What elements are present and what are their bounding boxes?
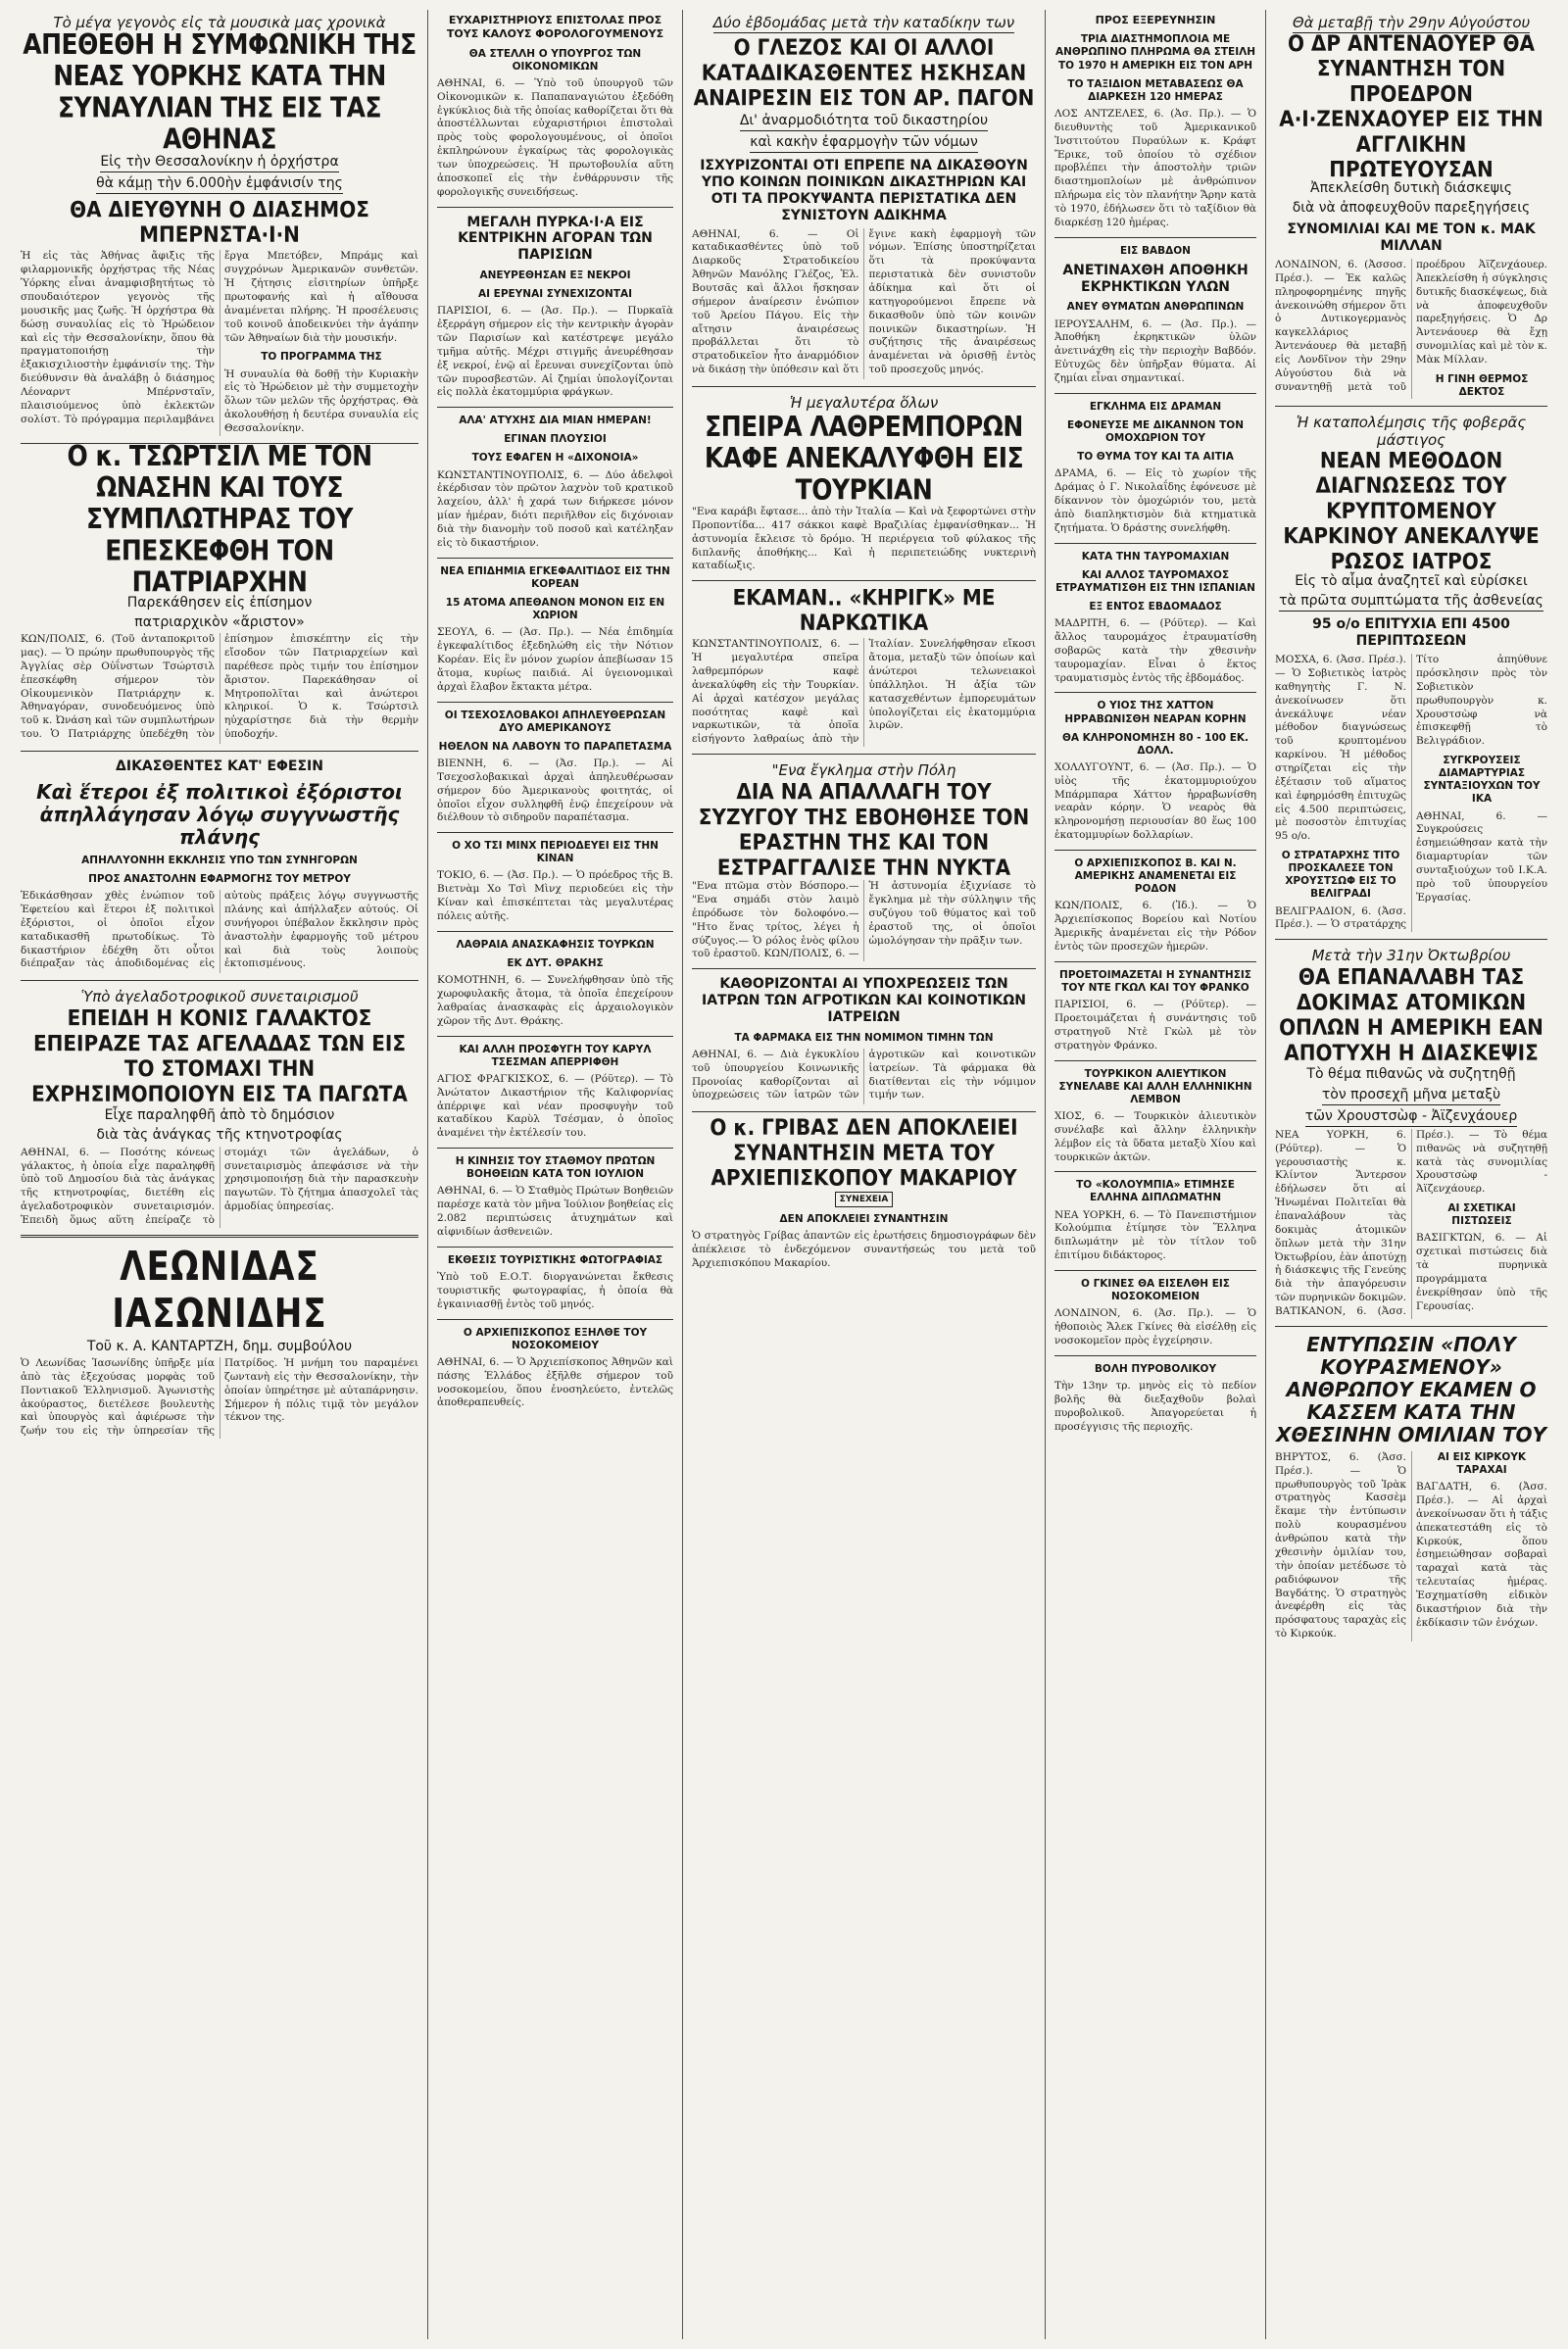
- subheadline-text: τῶν Χρουστσὼφ - Ἀϊζενχάουερ: [1305, 1107, 1517, 1127]
- subheadline: ΠΡΟΣ ΑΝΑΣΤΟΛΗΝ ΕΦΑΡΜΟΓΗΣ ΤΟΥ ΜΕΤΡΟΥ: [88, 872, 351, 885]
- article-body: [692, 228, 1036, 379]
- divider: [692, 386, 1036, 387]
- subheadline: [21, 174, 418, 194]
- subheadline: [21, 153, 418, 172]
- article-text: ΣΕΟΥΛ, 6. — (Ἀσ. Πρ.). — Νέα ἐπιδημία ἐγκεφαλίτιδος ἐξεδηλώθη εἰς τὴν Νότιον Κορέαν. Εἰς ἓν μόνον χωρίον ἀπεβίωσαν 15 ἄτομα, κυρίως παιδιά. Αἱ ὑγειονομικαὶ ἀρχαὶ ἔλαβον ἔκτακτα μέτρα.: [437, 626, 673, 693]
- article-body: [692, 638, 1036, 747]
- article-text: ΠΑΡΙΣΙΟΙ, 6. — (Ρόϋτερ). — Προετοιμάζεται ἡ συνάντησις τοῦ στρατηγοῦ Ντὲ Γκὼλ μὲ τὸν στρατηγὸν Φράνκο.: [1054, 999, 1256, 1052]
- headline: ΛΕΩΝΙΔΑΣ ΙΑΣΩΝΙΔΗΣ: [112, 1243, 327, 1338]
- article-text: ΚΩΝΣΤΑΝΤΙΝΟΥΠΟΛΙΣ, 6. — Δύο ἀδελφοὶ ἐκέρδισαν τὸν πρῶτον λαχνὸν τοῦ κρατικοῦ λαχείου, ἀλλ' ἡ χαρά των διήρκεσε μόνον μίαν ἡμέραν, διότι περιῆλθον εἰς διχόνοιαν διὰ τὴν διανομὴν τοῦ ποσοῦ καὶ κατέληξαν εἰς τὸ δικαστήριον.: [437, 468, 673, 549]
- headline: Καὶ ἕτεροι ἐξ πολιτικοὶ ἐξόριστοι ἀπηλλάγησαν λόγῳ συγγνωστῆς πλάνης: [36, 779, 403, 849]
- logo-row: [692, 1192, 1036, 1207]
- headline: ΚΑΙ ΑΛΛΗ ΠΡΟΣΦΥΓΗ ΤΟΥ ΚΑΡΥΛ ΤΣΕΣΜΑΝ ΑΠΕΡΡΙΦΘΗ: [459, 1043, 652, 1068]
- headline: Ο ΓΛΕΖΟΣ ΚΑΙ ΟΙ ΑΛΛΟΙ ΚΑΤΑΔΙΚΑΣΘΕΝΤΕΣ ΗΣΚΗΣΑΝ ΑΝΑΙΡΕΣΙΝ ΕΙΣ ΤΟΝ ΑΡ. ΠΑΓΟΝ: [693, 33, 1035, 112]
- article-text: ΑΘΗΝΑΙ, 6. — Ὑπὸ τοῦ ὑπουργοῦ τῶν Οἰκονομικῶν κ. Παπαπαναγιώτου ἐξεδόθη ἐγκύκλιος διὰ τῆς ὁποίας καθορίζεται ὅτι θὰ ἀποστέλλωνται εὐχαριστήριοι ἐπιστολαὶ πρὸς τοὺς φορολογουμένους, οἱ ὁποῖοι ἐκπληρώνουν ἐγκαίρως τὰς φορολογικὰς των ὑποχρεώσεις. Ἡ πρωτοβουλία αὕτη ἀποσκοπεῖ εἰς τὴν ἐνθάρρυνσιν τῆς φορολογικῆς συνειδήσεως.: [437, 76, 673, 198]
- column-2: [428, 10, 683, 2339]
- kicker: Ὑπὸ ἀγελαδοτροφικοῦ συνεταιρισμοῦ: [80, 988, 359, 1006]
- kicker-text: Δύο ἑβδομάδας μετὰ τὴν καταδίκην των: [712, 14, 1015, 31]
- article-text: ΝΕΑ ΥΟΡΚΗ, 6. (Ρόϋτερ). — Ὁ γερουσιαστὴς κ. Κλίντον Ἄντερσον ἐδήλωσεν ὅτι αἱ Ἡνωμέναι Πολιτεῖαι θὰ ἐπαναλάβουν τὰς δοκιμὰς ἀτομικῶν ὅπλων μετὰ τὴν 31ην Ὀκτωβρίου, ἐὰν ἀποτύχῃ ἡ διάσκεψις τῆς Γενεύης διὰ τὴν ἀπαγόρευσιν τῶν πυρηνικῶν δοκιμῶν. ΒΑΤΙΚΑΝΟΝ, 6. (Ἀσσ. Πρέσ.). — Τὸ θέμα πιθανῶς νὰ συζητηθῇ κατὰ τὰς συνομιλίας Χρουστσὼφ - Ἀϊζενχάουερ.: [1275, 1128, 1547, 1318]
- subheadline: ΔΕΝ ΑΠΟΚΛΕΙΕΙ ΣΥΝΑΝΤΗΣΙΝ: [779, 1213, 949, 1226]
- article-text: ΚΟΜΟΤΗΝΗ, 6. — Συνελήφθησαν ὑπὸ τῆς χωροφυλακῆς ἄτομα, τὰ ὁποῖα ἐπεχείρουν λαθραίας ἀνασκαφὰς εἰς ἀρχαιολογικὸν χῶρον τῆς Δυτ. Θράκης.: [437, 974, 673, 1027]
- article-text: ΚΩΝ/ΠΟΛΙΣ, 6. (Ἰδ.). — Ὁ Ἀρχιεπίσκοπος Βορείου καὶ Νοτίου Ἀμερικῆς ἀναμένεται εἰς τὴν Ρόδον ἐντὸς τῶν προσεχῶν ἡμερῶν.: [1054, 900, 1256, 953]
- article-text: Ἐδικάσθησαν χθὲς ἐνώπιον τοῦ Ἐφετείου καὶ ἕτεροι ἐξ πολιτικοὶ ἐξόριστοι, οἱ ὁποῖοι εἶχον καταδικασθῆ πρωτοδίκως. Τὸ δικαστήριον ἐδέχθη ὅτι οὗτοι διέπραξαν τὰς ἀποδιδομένας εἰς αὐτοὺς πράξεις λόγῳ συγγνωστῆς πλάνης καὶ ἀπήλλαξεν αὐτούς. Οἱ συνήγοροι ὑπέβαλον ἔκκλησιν πρὸς ἀναστολὴν ἐφαρμογῆς τοῦ μέτρου καὶ διὰ τοὺς λοιποὺς ἐκτοπισμένους.: [21, 890, 418, 970]
- headline: ΤΡΙΑ ΔΙΑΣΤΗΜΟΠΛΟΙΑ ΜΕ ΑΝΘΡΩΠΙΝΟ ΠΛΗΡΩΜΑ ΘΑ ΣΤΕΙΛΗ ΤΟ 1970 Η ΑΜΕΡΙΚΗ ΕΙΣ ΤΟΝ ΑΡΗ: [1054, 33, 1256, 72]
- subheadline: Τὸ θέμα πιθανῶς νὰ συζητηθῇ: [1306, 1066, 1516, 1083]
- divider: [1054, 692, 1256, 693]
- subheadline: ΑΙ ΕΡΕΥΝΑΙ ΣΥΝΕΧΙΖΟΝΤΑΙ: [477, 288, 633, 301]
- article-body: [1275, 1129, 1547, 1319]
- subheadline: Παρεκάθησεν εἰς ἐπίσημον: [126, 594, 313, 611]
- divider: [692, 754, 1036, 755]
- article-text: ΑΘΗΝΑΙ, 6. — Διὰ ἐγκυκλίου τοῦ ὑπουργείου Κοινωνικῆς Προνοίας καθορίζονται αἱ ὑποχρεώσεις τῶν ἰατρῶν τῶν ἀγροτικῶν καὶ κοινοτικῶν ἰατρείων. Τὰ φάρμακα θὰ διατίθενται εἰς τὴν νόμιμον τιμήν των.: [692, 1048, 1036, 1101]
- headline: ΛΑΘΡΑΙΑ ΑΝΑΣΚΑΦΗΣΙΣ ΤΟΥΡΚΩΝ: [456, 938, 655, 951]
- article-text: ΑΘΗΝΑΙ, 6. — Οἱ καταδικασθέντες ὑπὸ τοῦ Διαρκοῦς Στρατοδικείου Ἀθηνῶν Μανόλης Γλέζος, Ἐλ. Βουτσᾶς καὶ ἄλλοι ἤσκησαν σήμερον ἀναίρεσιν ἐνώπιον τοῦ Ἀρείου Πάγου. Εἰς τὴν αἴτησιν ἀναιρέσεως προβάλλεται ὅτι τὸ στρατοδικεῖον ἦτο ἀναρμόδιον νὰ δικάσῃ τὴν ὑπόθεσιν καὶ ὅτι ἔγινε κακὴ ἐφαρμογὴ τῶν νόμων. Ἐπίσης ὑποστηρίζεται ὅτι τὰ προκύψαντα περιστατικὰ δὲν συνιστοῦν ἀδίκημα καὶ ὅτι οἱ κατηγορούμενοι ἔπρεπε νὰ δικασθοῦν ὑπὸ τῶν κοινῶν ποινικῶν δικαστηρίων. Ἡ συζήτησις τῆς ἀναιρέσεως ἀναμένεται νὰ ὁρισθῇ ἐντὸς τοῦ προσεχοῦς μηνός.: [692, 227, 1036, 376]
- divider: [437, 1319, 673, 1320]
- article-text: ΒΙΕΝΝΗ, 6. — (Ἀσ. Πρ.). — Αἱ Τσεχοσλοβακικαὶ ἀρχαὶ ἀπηλευθέρωσαν σήμερον δύο Ἀμερικανοὺς φοιτητάς, οἱ ὁποῖοι εἶχον συλληφθῆ ἐνῷ ἐπεχείρουν νὰ διέλθουν τὸ σιδηροῦν παραπέτασμα.: [437, 757, 673, 824]
- article-text: ΧΙΟΣ, 6. — Τουρκικὸν ἀλιευτικὸν συνέλαβε καὶ ἄλλην ἑλληνικὴν λέμβον εἰς τὰ ὕδατα μεταξὺ Χίου καὶ τουρκικῶν ἀκτῶν.: [1054, 1109, 1256, 1163]
- article-text: Ἡ εἰς τὰς Ἀθήνας ἄφιξις τῆς φιλαρμονικῆς ὀρχήστρας τῆς Νέας Ὑόρκης εἶναι ἀναμφισβητήτως τὸ σπουδαιότερον γεγονὸς τῆς μουσικῆς μας ζωῆς. Ἡ ὀρχήστρα θὰ δώσῃ συναυλίας εἰς τὸ Ἡρώδειον καὶ εἰς τὴν Θεσσαλονίκην, ὅπου θὰ πραγματοποιήσῃ τὴν ἑξακισχιλιοστὴν ἐμφάνισίν της. Τὴν διεύθυνσιν θὰ ἀναλάβῃ ὁ διάσημος Λέοναρντ Μπέρνσταϊν, πλαισιούμενος ὑπὸ ἐκλεκτῶν σολίστ. Τὸ πρόγραμμα περιλαμβάνει ἔργα Μπετόβεν, Μπράμς καὶ συγχρόνων Ἀμερικανῶν συνθετῶν. Ἡ ζήτησις εἰσιτηρίων ὑπῆρξε πρωτοφανής καὶ ἡ αἴθουσα ἀναμένεται πλήρης. Ἡ προσέλευσις τοῦ κοινοῦ ἀποδεικνύει τὴν ἀγάπην τῶν Ἀθηναίων διὰ τὴν μουσικήν.: [21, 250, 418, 425]
- divider: [692, 968, 1036, 969]
- headline: ΚΑΘΟΡΙΖΟΝΤΑΙ ΑΙ ΥΠΟΧΡΕΩΣΕΙΣ ΤΩΝ ΙΑΤΡΩΝ ΤΩΝ ΑΓΡΟΤΙΚΩΝ ΚΑΙ ΚΟΙΝΟΤΙΚΩΝ ΙΑΤΡΕΙΩΝ: [702, 976, 1026, 1025]
- subheadline: ΑΝΕΥ ΘΥΜΑΤΩΝ ΑΝΘΡΩΠΙΝΩΝ: [1066, 301, 1245, 314]
- headline: Ο ΧΟ ΤΣΙ ΜΙΝΧ ΠΕΡΙΟΔΕΥΕΙ ΕΙΣ ΤΗΝ ΚΙΝΑΝ: [452, 840, 659, 865]
- column-1: [12, 10, 428, 2339]
- divider: [1054, 543, 1256, 544]
- divider: [1054, 961, 1256, 962]
- headline: ΕΠΕΙΔΗ Η ΚΟΝΙΣ ΓΑΛΑΚΤΟΣ ΕΠΕΙΡΑΖΕ ΤΑΣ ΑΓΕΛΑΔΑΣ ΤΩΝ ΕΙΣ ΤΟ ΣΤΟΜΑΧΙ ΤΗΝ ΕΧΡΗΣΙΜΟΠΟΙΟΥΝ ΕΙΣ ΤΑ ΠΑΓΩΤΑ: [31, 1004, 408, 1107]
- subheadline: ΑΝΕΥΡΕΘΗΣΑΝ ΕΞ ΝΕΚΡΟΙ: [479, 269, 631, 281]
- article-body: [1275, 1451, 1547, 1641]
- divider: [1054, 1270, 1256, 1271]
- headline: Ο ΓΚΙΝΕΣ ΘΑ ΕΙΣΕΛΘΗ ΕΙΣ ΝΟΣΟΚΟΜΕΙΟΝ: [1081, 1278, 1230, 1303]
- headline: Ο ΑΡΧΙΕΠΙΣΚΟΠΟΣ ΕΞΗΛΘΕ ΤΟΥ ΝΟΣΟΚΟΜΕΙΟΥ: [463, 1326, 648, 1351]
- article-body: [21, 250, 418, 435]
- divider: [21, 980, 418, 981]
- subheadline: [692, 112, 1036, 131]
- divider: [1054, 237, 1256, 238]
- divider: [1054, 1355, 1256, 1356]
- kicker: Μετὰ τὴν 31ην Ὀκτωβρίου: [1311, 947, 1511, 965]
- headline: ΙΣΧΥΡΙΖΟΝΤΑΙ ΟΤΙ ΕΠΡΕΠΕ ΝΑ ΔΙΚΑΣΘΟΥΝ ΥΠΟ ΚΟΙΝΩΝ ΠΟΙΝΙΚΩΝ ΔΙΚΑΣΤΗΡΙΩΝ ΚΑΙ ΟΤΙ ΤΑ ΠΡΟΚΥΨΑΝΤΑ ΠΕΡΙΣΤΑΤΙΚΑ ΔΕΝ ΣΥΝΙΣΤΟΥΝ ΑΔΙΚΗΜΑ: [700, 158, 1028, 223]
- article-text: ΤΟΚΙΟ, 6. — (Ἀσ. Πρ.). — Ὁ πρόεδρος τῆς Β. Βιετνὰμ Χο Τσὶ Μὶνχ περιοδεύει εἰς τὴν Κίναν καὶ ἐπισκέπτεται τὰς μεγαλυτέρας πόλεις αὐτῆς.: [437, 869, 673, 923]
- headline: ΕΝΤΥΠΩΣΙΝ «ΠΟΛΥ ΚΟΥΡΑΣΜΕΝΟΥ» ΑΝΘΡΩΠΟΥ ΕΚΑΜΕΝ Ο ΚΑΣΣΕΜ ΚΑΤΑ ΤΗΝ ΧΘΕΣΙΝΗΝ ΟΜΙΛΙΑΝ ΤΟΥ: [1276, 1332, 1546, 1446]
- subheadline: ΘΑ ΚΛΗΡΟΝΟΜΗΣΗ 80 - 100 ΕΚ. ΔΟΛΛ.: [1061, 731, 1250, 757]
- headline: ΑΛΑ' ΑΤΥΧΗΣ ΔΙΑ ΜΙΑΝ ΗΜΕΡΑΝ!: [459, 415, 652, 427]
- headline: ΕΦΟΝΕΥΣΕ ΜΕ ΔΙΚΑΝΝΟΝ ΤΟΝ ΟΜΟΧΩΡΙΟΝ ΤΟΥ: [1067, 418, 1244, 445]
- subheadline: Ἀπεκλείσθη δυτικὴ διάσκεψις: [1310, 180, 1512, 196]
- divider: [1054, 393, 1256, 394]
- article-text: "Ενα πτῶμα στὸν Βόσπορο.— "Ενα σημάδι στὸν λαιμὸ ἐπρόδωσε τὸν δολοφόνο.— "Ητο ἕνας τρίτος, λέγει ἡ σύζυγος.— Ὁ ρόλος ἑνὸς φίλου τοῦ ἐραστοῦ. ΚΩΝ/ΠΟΛΙΣ, 6. — Ἡ ἀστυνομία ἐξιχνίασε τὸ ἔγκλημα μὲ τὴν σύλληψιν τῆς συζύγου τοῦ θύματος καὶ τοῦ ἐραστοῦ της, οἱ ὁποῖοι ὡμολόγησαν τὴν πρᾶξιν των.: [692, 880, 1036, 960]
- kicker: [692, 14, 1036, 33]
- continuation-logo: ΣΥΝΕΧΕΙΑ: [835, 1192, 894, 1207]
- article-lede: "Ενα καράβι ἔφτασε... ἀπὸ τὴν Ἰταλία — Καὶ νὰ ξεφορτώνει στὴν Προποντίδα... 417 σάκκοι καφὲ Βραζιλίας ἐμφανίσθηκαν... Ἡ ἀστυνομία ἔκλεισε τὸ δρόμο. Ἡ περιέργεια τοῦ φύλακος τῆς διπλανῆς ἀποθήκης... Καὶ ἡ περιπετειώδης νυκτερινὴ καταδίωξις.: [692, 506, 1036, 572]
- subheading: ΑΙ ΣΧΕΤΙΚΑΙ ΠΙΣΤΩΣΕΙΣ: [1447, 1202, 1516, 1228]
- divider: [692, 1111, 1036, 1112]
- article-body: [692, 880, 1036, 961]
- article-text: ΒΗΡΥΤΟΣ, 6. (Ἀσσ. Πρέσ.). — Ὁ πρωθυπουργὸς τοῦ Ἰρὰκ στρατηγὸς Κασσὲμ ἔκαμε τὴν ἐντύπωσιν πολὺ κουρασμένου ἀνθρώπου κατὰ τὴν χθεσινὴν ὁμιλίαν του, τὴν ὁποίαν μετέδωσε τὸ ραδιόφωνον τῆς Βαγδάτης. Ὁ στρατηγὸς ἀνεφέρθη εἰς τὰς πρόσφατους ταραχὰς εἰς τὸ Κιρκούκ.: [1275, 1450, 1406, 1640]
- divider: [437, 1148, 673, 1149]
- article-text: ΛΟΝΔΙΝΟΝ, 6. (Ἀσσοσ. Πρέσ.). — Ἐκ καλῶς πληροφορημένης πηγῆς ἀνεκοινώθη σήμερον ὅτι ὁ Δυτικογερμανὸς καγκελλάριος Ἀντενάουερ θὰ μεταβῇ εἰς Λονδῖνον τὴν 29ην Αὐγούστου διὰ νὰ συναντηθῇ μετὰ τοῦ προέδρου Ἀϊζενχάουερ. Ἀπεκλείσθη ἡ σύγκλησις δυτικῆς διασκέψεως, διὰ νὰ ἀποφευχθοῦν παρεξηγήσεις. Ὁ Δρ Ἀντενάουερ θὰ ἔχῃ συνομιλίας καὶ μὲ τὸν κ. Μὰκ Μίλλαν.: [1275, 258, 1547, 393]
- divider: [437, 832, 673, 833]
- headline: Ο κ. ΤΣΩΡΤΣΙΛ ΜΕ ΤΟΝ ΩΝΑΣΗΝ ΚΑΙ ΤΟΥΣ ΣΥΜΠΛΩΤΗΡΑΣ ΤΟΥ ΕΠΕΣΚΕΦΘΗ ΤΟΝ ΠΑΤΡΙΑΡΧΗΝ: [67, 439, 372, 599]
- article-body: [1275, 654, 1547, 932]
- subheadline: Εἶχε παραληφθῆ ἀπὸ τὸ δημόσιον: [104, 1107, 335, 1124]
- headline: 95 ο/ο ΕΠΙΤΥΧΙΑ ΕΠΙ 4500 ΠΕΡΙΠΤΩΣΕΩΝ: [1312, 616, 1510, 650]
- subheadline: [692, 133, 1036, 153]
- article-text: Ἡ συναυλία θὰ δοθῇ τὴν Κυριακὴν εἰς τὸ Ἡρώδειον μὲ τὴν συμμετοχὴν ὅλων τῶν μελῶν τῆς ὀρχήστρας. Θὰ ἀκολουθήσῃ ἡ δευτέρα συναυλία εἰς Θεσσαλονίκην.: [224, 367, 418, 434]
- subheadline: Εἰς τὸ αἷμα ἀναζητεῖ καὶ εὑρίσκει: [1295, 573, 1528, 590]
- headline: Ο κ. ΓΡΙΒΑΣ ΔΕΝ ΑΠΟΚΛΕΙΕΙ ΣΥΝΑΝΤΗΣΙΝ ΜΕΤΑ ΤΟΥ ΑΡΧΙΕΠΙΣΚΟΠΟΥ ΜΑΚΑΡΙΟΥ: [710, 1114, 1018, 1192]
- headline: ΤΟ «ΚΟΛΟΥΜΠΙΑ» ΕΤΙΜΗΣΕ ΕΛΛΗΝΑ ΔΙΠΛΩΜΑΤΗΝ: [1076, 1179, 1235, 1204]
- subheadline-text: καὶ κακὴν ἐφαρμογὴν τῶν νόμων: [750, 133, 978, 153]
- headline: ΝΕΑΝ ΜΕΘΟΔΟΝ ΔΙΑΓΝΩΣΕΩΣ ΤΟΥ ΚΡΥΠΤΟΜΕΝΟΥ ΚΑΡΚΙΝΟΥ ΑΝΕΚΑΛΥΨΕ ΡΩΣΟΣ ΙΑΤΡΟΣ: [1283, 447, 1540, 574]
- subheading: Η ΓΙΝΗ ΘΕΡΜΟΣ ΔΕΚΤΟΣ: [1435, 372, 1529, 398]
- article-body: [21, 1147, 418, 1228]
- divider: [1275, 939, 1547, 940]
- kicker: Ἡ μεγαλυτέρα ὅλων: [789, 394, 939, 413]
- headline: Ο ΥΙΟΣ ΤΗΣ ΧΑΤΤΟΝ ΗΡΡΑΒΩΝΙΣΘΗ ΝΕΑΡΑΝ ΚΟΡΗΝ: [1064, 700, 1247, 725]
- subheadline: ΤΟ ΤΑΞΙΔΙΟΝ ΜΕΤΑΒΑΣΕΩΣ ΘΑ ΔΙΑΡΚΕΣΗ 120 ΗΜΕΡΑΣ: [1067, 77, 1244, 103]
- article-text: ΒΕΛΙΓΡΑΔΙΟΝ, 6. (Ἀσσ. Πρέσ.). — Ὁ στρατάρχης Τίτο ἀπηύθυνε πρόσκλησιν πρὸς τὸν Σοβιετικὸν πρωθυπουργὸν κ. Χρουστσὼφ νὰ ἐπισκεφθῇ τὸ Βελιγράδιον.: [1275, 654, 1547, 931]
- kicker: Τὸ μέγα γεγονὸς εἰς τὰ μουσικὰ μας χρονικὰ: [53, 14, 386, 31]
- headline: ΕΥΧΑΡΙΣΤΗΡΙΟΥΣ ΕΠΙΣΤΟΛΑΣ ΠΡΟΣ ΤΟΥΣ ΚΑΛΟΥΣ ΦΟΡΟΛΟΓΟΥΜΕΝΟΥΣ: [446, 14, 664, 41]
- divider: [437, 558, 673, 559]
- headline: ΣΠΕΙΡΑ ΛΑΘΡΕΜΠΟΡΩΝ ΚΑΦΕ ΑΝΕΚΑΛΥΦΘΗ ΕΙΣ ΤΟΥΡΚΙΑΝ: [704, 410, 1024, 507]
- headline: ΕΚΑΜΑΝ.. «ΚΗΡΙΓΚ» ΜΕ ΝΑΡΚΩΤΙΚΑ: [732, 584, 996, 637]
- subheadline: πατριαρχικὸν «ἄριστον»: [134, 614, 305, 630]
- article-text: ΧΟΛΛΥΓΟΥΝΤ, 6. — (Ἀσ. Πρ.). — Ὁ υἱὸς τῆς ἑκατομμυριούχου Μπάρμπαρα Χάττον ἠρραβωνίσθη νεαρὰν κόρην. Ὁ νεαρὸς θὰ κληρονομήσῃ περιουσίαν 80 ἕως 100 ἑκατομμυρίων δολλαρίων.: [1054, 760, 1256, 842]
- headline: ΜΕΓΑΛΗ ΠΥΡΚΑ·Ι·Α ΕΙΣ ΚΕΝΤΡΙΚΗΝ ΑΓΟΡΑΝ ΤΩΝ ΠΑΡΙΣΙΩΝ: [458, 214, 653, 264]
- article-text: ΛΟΣ ΑΝΤΖΕΛΕΣ, 6. (Ἀσ. Πρ.). — Ὁ διευθυντὴς τοῦ Ἀμερικανικοῦ Ἰνστιτούτου Πυραύλων κ. Κράφτ Ἔρικε, τοῦ ὁποίου τὸ σχέδιον προβλέπει τὴν ἀποστολὴν τριῶν διαστημοπλοίων μὲ ἀνθρώπινον πλήρωμα εἰς τὸν πλανήτην Ἄρην κατὰ τὸ 1970, ἐδήλωσεν ὅτι τὸ ταξίδιον θὰ διαρκέσῃ 120 ἡμέρας.: [1054, 107, 1256, 228]
- subheadline-text: τὰ πρῶτα συμπτώματα τῆς ἀσθενείας: [1279, 592, 1544, 612]
- article-text: Τὴν 13ην τρ. μηνὸς εἰς τὸ πεδίον βολῆς θὰ διεξαχθοῦν βολαὶ πυροβολικοῦ. Ἀπαγορεύεται ἡ προσέγγισις τῆς περιοχῆς.: [1054, 1380, 1256, 1433]
- subheadline: ΕΞ ΕΝΤΟΣ ΕΒΔΟΜΑΔΟΣ: [1089, 600, 1222, 612]
- article-text: ΒΑΣΙΓΚΤΩΝ, 6. — Αἱ σχετικαὶ πιστώσεις διὰ τὰ πυρηνικὰ προγράμματα ἐνεκρίθησαν ὑπὸ τῆς Γερουσίας.: [1416, 1232, 1547, 1312]
- article-text: Ὁ στρατηγὸς Γρίβας ἀπαντῶν εἰς ἐρωτήσεις δημοσιογράφων δὲν ἀπέκλεισε τὸ ἐνδεχόμενον συναντήσεώς του μετὰ τοῦ Ἀρχιεπισκόπου Μακαρίου.: [692, 1230, 1036, 1270]
- subheadline: ΤΟΥΣ ΕΦΑΓΕΝ Η «ΔΙΧΟΝΟΙΑ»: [471, 452, 639, 465]
- article-text: ΑΘΗΝΑΙ, 6. — Ὁ Ἀρχιεπίσκοπος Ἀθηνῶν καὶ πάσης Ἑλλάδος ἐξῆλθε σήμερον τοῦ νοσοκομείου, ὅπου ἐνοσηλεύετο, ἐντελῶς ἀποθεραπευθείς.: [437, 1355, 673, 1409]
- article-text: ΠΑΡΙΣΙΟΙ, 6. — (Ἀσ. Πρ.). — Πυρκαϊὰ ἐξερράγη σήμερον εἰς τὴν κεντρικὴν ἀγορὰν τῶν Παρισίων καὶ κατέστρεψε μεγάλο τμῆμα αὐτῆς. Μέχρι στιγμῆς ἀνευρέθησαν ἐξ νεκροί, ἐνῷ αἱ ἔρευναι συνεχίζονται ὑπὸ τῶν πυροσβεστῶν. Αἱ ζημίαι ὑπολογίζονται εἰς πολλὰ ἑκατομμύρια φράγκων.: [437, 305, 673, 399]
- subheadline: διὰ τὰς ἀνάγκας τῆς κτηνοτροφίας: [96, 1127, 343, 1144]
- headline: ΒΟΛΗ ΠΥΡΟΒΟΛΙΚΟΥ: [1094, 1362, 1217, 1375]
- article-text: ΑΘΗΝΑΙ, 6. — Ποσότης κόνεως γάλακτος, ἡ ὁποία εἶχε παραληφθῆ ὑπὸ τοῦ Δημοσίου διὰ τὰς ἀνάγκας τῆς κτηνοτροφίας, διετέθη εἰς ἀγελαδοτροφικὸν συνεταιρισμόν. Ἐπειδὴ ὅμως αὕτη ἐπείραζε τὸ στομάχι τῶν ἀγελάδων, ὁ συνεταιρισμὸς ἀπεφάσισε νὰ τὴν χρησιμοποιήσῃ διὰ τὴν παρασκευὴν παγωτῶν. Τὸ ζήτημα ἀπασχολεῖ τὰς ἁρμοδίας ὑπηρεσίας.: [21, 1146, 418, 1226]
- subheadline: [1275, 592, 1547, 612]
- subheadline: διὰ νὰ ἀποφευχθοῦν παρεξηγήσεις: [1292, 200, 1531, 217]
- article-body: [21, 633, 418, 744]
- article-text: ΝΕΑ ΥΟΡΚΗ, 6. — Τὸ Πανεπιστήμιον Κολούμπια ἐτίμησε τὸν Ἕλληνα διπλωμάτην μὲ τὸν τίτλον τοῦ ἐπιτίμου διδάκτορος.: [1054, 1208, 1256, 1262]
- article-text: ΒΑΓΔΑΤΗ, 6. (Ἀσσ. Πρέσ.). — Αἱ ἀρχαὶ ἀνεκοίνωσαν ὅτι ἡ τάξις ἀπεκατεστάθη εἰς τὸ Κιρκούκ, ὅπου ἐσημειώθησαν σοβαραὶ ταραχαὶ κατὰ τὰς τελευταίας ἡμέρας. Ἐσχηματίσθη εἰδικὸν δικαστήριον διὰ τὴν ἐκδίκασιν τῶν ἐνόχων.: [1416, 1481, 1547, 1629]
- column-5: [1266, 10, 1556, 2339]
- subheading: ΤΟ ΠΡΟΓΡΑΜΜΑ ΤΗΣ: [261, 351, 382, 364]
- divider: [437, 407, 673, 408]
- article-text: ΔΡΑΜΑ, 6. — Εἰς τὸ χωρίον τῆς Δράμας ὁ Γ. Νικολαΐδης ἐφόνευσε μὲ δίκαννον τὸν ὁμοχώριόν του, μετὰ ἀπὸ διαπληκτισμὸν διὰ κτηματικὰ ζητήματα. Ὁ δράστης συνελήφθη.: [1054, 467, 1256, 534]
- kicker-text: Θὰ μεταβῇ τὴν 29ην Αὐγούστου: [1292, 14, 1531, 31]
- subheadline: 15 ΑΤΟΜΑ ΑΠΕΘΑΝΟΝ ΜΟΝΟΝ ΕΙΣ ΕΝ ΧΩΡΙΟΝ: [445, 597, 665, 622]
- divider: [21, 1235, 418, 1238]
- kicker: ΕΓΚΛΗΜΑ ΕΙΣ ΔΡΑΜΑΝ: [1089, 400, 1222, 413]
- subheadline: ΗΘΕΛΟΝ ΝΑ ΛΑΒΟΥΝ ΤΟ ΠΑΡΑΠΕΤΑΣΜΑ: [438, 740, 672, 753]
- divider: [1054, 1171, 1256, 1172]
- divider: [437, 1247, 673, 1248]
- kicker: ΚΑΤΑ ΤΗΝ ΤΑΥΡΟΜΑΧΙΑΝ: [1081, 550, 1230, 563]
- kicker: Ἡ καταπολέμησις τῆς φοβερᾶς μάστιγος: [1296, 414, 1527, 450]
- headline: ΔΙΑ ΝΑ ΑΠΑΛΛΑΓΗ ΤΟΥ ΣΥΖΥΓΟΥ ΤΗΣ ΕΒΟΗΘΗΣΕ ΤΟΝ ΕΡΑΣΤΗΝ ΤΗΣ ΚΑΙ ΤΟΝ ΕΣΤΡΑΓΓΑΛΙΣΕ ΤΗΝ ΝΥΚΤΑ: [698, 778, 1030, 881]
- subheadline-text: θὰ κάμῃ τὴν 6.000ὴν ἐμφάνισίν της: [96, 174, 343, 194]
- column-4: [1046, 10, 1266, 2339]
- divider: [692, 580, 1036, 581]
- article-text: ΛΟΝΔΙΝΟΝ, 6. (Ἀσ. Πρ.). — Ὁ ἠθοποιὸς Ἄλεκ Γκίνες θὰ εἰσέλθῃ εἰς νοσοκομεῖον πρὸς ἐγχείρησιν.: [1054, 1307, 1256, 1347]
- headline: ΘΑ ΕΠΑΝΑΛΑΒΗ ΤΑΣ ΔΟΚΙΜΑΣ ΑΤΟΜΙΚΩΝ ΟΠΛΩΝ Η ΑΜΕΡΙΚΗ ΕΑΝ ΑΠΟΤΥΧΗ Η ΔΙΑΣΚΕΨΙΣ: [1279, 963, 1544, 1066]
- headline: Ο ΔΡ ΑΝΤΕΝΑΟΥΕΡ ΘΑ ΣΥΝΑΝΤΗΣΗ ΤΟΝ ΠΡΟΕΔΡΟΝ Α·Ι·ΖΕΝΧΑΟΥΕΡ ΕΙΣ ΤΗΝ ΑΓΓΛΙΚΗΝ ΠΡΩΤΕΥΟΥΣΑΝ: [1279, 29, 1544, 183]
- headline: ΘΑ ΔΙΕΥΘΥΝΗ Ο ΔΙΑΣΗΜΟΣ ΜΠΕΡΝΣΤΑ·Ι·Ν: [70, 196, 369, 249]
- subheading: ΑΙ ΕΙΣ ΚΙΡΚΟΥΚ ΤΑΡΑΧΑΙ: [1437, 1450, 1527, 1477]
- subheadline: ΕΚ ΔΥΤ. ΘΡΑΚΗΣ: [507, 957, 604, 970]
- headline: ΑΝΕΤΙΝΑΧΘΗ ΑΠΟΘΗΚΗ ΕΚΡΗΚΤΙΚΩΝ ΥΛΩΝ: [1062, 262, 1249, 295]
- subheading: Ο ΣΤΡΑΤΑΡΧΗΣ ΤΙΤΟ ΠΡΟΣΚΑΛΕΣΕ ΤΟΝ ΧΡΟΥΣΤΣΩΦ ΕΙΣ ΤΟ ΒΕΛΙΓΡΑΔΙ: [1281, 850, 1400, 901]
- article-text: Ὑπὸ τοῦ Ε.Ο.Τ. διοργανώνεται ἔκθεσις τουριστικῆς φωτογραφίας, ἡ ὁποία θὰ ἐγκαινιασθῇ ἐντὸς τοῦ μηνός.: [437, 1270, 673, 1310]
- subheadline: ΑΠΗΛΛΥΟΝΗΗ ΕΚΚΛΗΣΙΣ ΥΠΟ ΤΩΝ ΣΥΝΗΓΟΡΩΝ: [81, 854, 358, 866]
- kicker: "Ενα ἔγκλημα στὴν Πόλη: [771, 761, 956, 780]
- kicker: ΕΙΣ ΒΑΒΔΟΝ: [1120, 244, 1191, 257]
- subheadline-text: Εἰς τὴν Θεσσαλονίκην ἡ ὀρχήστρα: [100, 153, 338, 172]
- subheadline: ΤΟ ΘΥΜΑ ΤΟΥ ΚΑΙ ΤΑ ΑΙΤΙΑ: [1077, 451, 1234, 464]
- article-text: ΜΟΣΧΑ, 6. (Ἀσσ. Πρέσ.). — Ὁ Σοβιετικὸς ἰατρὸς καθηγητὴς Γ. Ν. ἀνεκοίνωσεν ὅτι ἀνεκάλυψε νέαν μέθοδον διαγνώσεως τοῦ κρυπτομένου καρκίνου. Ἡ μέθοδος στηρίζεται εἰς τὴν ἐξέτασιν τοῦ αἵματος καὶ ἐφηρμόσθη ἐπιτυχῶς εἰς 4.500 περιπτώσεις, μὲ ποσοστὸν ἐπιτυχίας 95 ο/ο.: [1275, 654, 1406, 843]
- divider: [1275, 1326, 1547, 1327]
- divider: [437, 207, 673, 208]
- headline: ΠΡΟΕΤΟΙΜΑΖΕΤΑΙ Η ΣΥΝΑΝΤΗΣΙΣ ΤΟΥ ΝΤΕ ΓΚΩΛ ΚΑΙ ΤΟΥ ΦΡΑΝΚΟ: [1059, 968, 1251, 994]
- article-text: ΑΘΗΝΑΙ, 6. — Συγκρούσεις ἐσημειώθησαν κατὰ τὴν διαμαρτυρίαν τῶν συνταξιούχων τοῦ Ι.Κ.Α. πρὸ τοῦ ὑπουργείου Ἐργασίας.: [1416, 809, 1547, 904]
- article-body: [692, 1049, 1036, 1104]
- column-3: [683, 10, 1046, 2339]
- subheadline: ΤΑ ΦΑΡΜΑΚΑ ΕΙΣ ΤΗΝ ΝΟΜΙΜΟΝ ΤΙΜΗΝ ΤΩΝ: [734, 1031, 994, 1044]
- headline: Ο ΑΡΧΙΕΠΙΣΚΟΠΟΣ Β. ΚΑΙ Ν. ΑΜΕΡΙΚΗΣ ΑΝΑΜΕΝΕΤΑΙ ΕΙΣ ΡΟΔΟΝ: [1074, 857, 1237, 896]
- subheadline-text: Δι' ἀναρμοδιότητα τοῦ δικαστηρίου: [740, 112, 988, 131]
- article-text: ΚΩΝ/ΠΟΛΙΣ, 6. (Τοῦ ἀνταποκριτοῦ μας). — Ὁ πρώην πρωθυπουργὸς τῆς Ἀγγλίας σὲρ Οὐΐνστων Τσώρτσιλ ἐπεσκέφθη σήμερον τὸν Οἰκουμενικὸν Πατριάρχην κ. Ἀθηναγόραν, συνοδευόμενος ὑπὸ τοῦ κ. Ὠνάση καὶ τῶν συμπλωτήρων του. Ὁ Πατριάρχης ὑπεδέχθη τὸν ἐπίσημον ἐπισκέπτην εἰς τὴν εἴσοδον τῶν Πατριαρχείων καὶ παρέθεσε πρὸς τιμήν του ἐπίσημον ἄριστον. Παρεκάθησαν οἱ Μητροπολῖται καὶ ἀνώτεροι κληρικοί. Ὁ κ. Τσώρτσιλ ηὐχαρίστησε διὰ τὴν θερμὴν ὑποδοχήν.: [21, 633, 418, 741]
- headline: ΤΟΥΡΚΙΚΟΝ ΑΛΙΕΥΤΙΚΟΝ ΣΥΝΕΛΑΒΕ ΚΑΙ ΑΛΛΗ ΕΛΛΗΝΙΚΗΝ ΛΕΜΒΟΝ: [1058, 1067, 1252, 1105]
- subheadline: [1275, 1107, 1547, 1127]
- subheadline: ΘΑ ΣΤΕΛΛΗ Ο ΥΠΟΥΡΓΟΣ ΤΩΝ ΟΙΚΟΝΟΜΙΚΩΝ: [468, 47, 642, 73]
- divider: [1054, 1060, 1256, 1061]
- headline: ΔΙΚΑΣΘΕΝΤΕΣ ΚΑΤ' ΕΦΕΣΙΝ: [116, 759, 323, 775]
- headline: ΕΚΘΕΣΙΣ ΤΟΥΡΙΣΤΙΚΗΣ ΦΩΤΟΓΡΑΦΙΑΣ: [447, 1253, 663, 1266]
- article-text: ΚΩΝΣΤΑΝΤΙΝΟΥΠΟΛΙΣ, 6. — Ἡ μεγαλυτέρα σπεῖρα λαθρεμπόρων καφὲ ἀνεκαλύφθη εἰς τὴν Τουρκίαν. Αἱ ἀρχαὶ κατέσχον μεγάλας ποσότητας καφὲ καὶ ναρκωτικῶν, τὰ ὁποῖα εἰσήγοντο λαθραίως ἀπὸ τὴν Ἰταλίαν. Συνελήφθησαν εἴκοσι ἄτομα, μεταξὺ τῶν ὁποίων καὶ ἀνώτεροι τελωνειακοὶ ὑπάλληλοι. Ἡ ἀξία τῶν κατασχεθέντων ἐμπορευμάτων ὑπολογίζεται εἰς ἑκατομμύρια λιρῶν.: [692, 638, 1036, 746]
- article-text: ΑΓΙΟΣ ΦΡΑΓΚΙΣΚΟΣ, 6. — (Ρόϋτερ). — Τὸ Ἀνώτατον Δικαστήριον τῆς Καλιφορνίας ἀπέρριψε καὶ νέαν προσφυγὴν τοῦ καταδίκου Καρὺλ Τσέσμαν, ὁ ὁποῖος ἀναμένει τὴν ἐκτέλεσίν του.: [437, 1072, 673, 1140]
- divider: [1275, 406, 1547, 407]
- headline: ΟΙ ΤΣΕΧΟΣΛΟΒΑΚΟΙ ΑΠΗΛΕΥΘΕΡΩΣΑΝ ΔΥΟ ΑΜΕΡΙΚΑΝΟΥΣ: [444, 709, 666, 734]
- article-text: ΙΕΡΟΥΣΑΛΗΜ, 6. — (Ἀσ. Πρ.). — Ἀποθήκη ἐκρηκτικῶν ὑλῶν ἀνετινάχθη εἰς τὴν περιοχὴν Βαβδόν. Εὐτυχῶς δὲν ὑπῆρξαν θύματα. Αἱ ζημίαι εἶναι σημαντικαί.: [1054, 318, 1256, 384]
- headline: ΝΕΑ ΕΠΙΔΗΜΙΑ ΕΓΚΕΦΑΛΙΤΙΔΟΣ ΕΙΣ ΤΗΝ ΚΟΡΕΑΝ: [440, 564, 670, 590]
- divider: [437, 702, 673, 703]
- article-text: ΜΑΔΡΙΤΗ, 6. — (Ρόϋτερ). — Καὶ ἄλλος ταυρομάχος ἐτραυματίσθη σοβαρῶς κατὰ τὴν χθεσινὴν ταυρομαχίαν. Εἶναι ὁ ἕκτος τραυματισμὸς ἐντὸς τῆς ἑβδομάδος.: [1054, 617, 1256, 684]
- headline: ΚΑΙ ΑΛΛΟΣ ΤΑΥΡΟΜΑΧΟΣ ΕΤΡΑΥΜΑΤΙΣΘΗ ΕΙΣ ΤΗΝ ΙΣΠΑΝΙΑΝ: [1055, 568, 1255, 594]
- headline: ΑΠΕΘΕΘΗ Η ΣΥΜΦΩΝΙΚΗ ΤΗΣ ΝΕΑΣ ΥΟΡΚΗΣ ΚΑΤΑ ΤΗΝ ΣΥΝΑΥΛΙΑΝ ΤΗΣ ΕΙΣ ΤΑΣ ΑΘΗΝΑΣ: [23, 27, 416, 156]
- kicker: ΠΡΟΣ ΕΞΕΡΕΥΝΗΣΙΝ: [1095, 14, 1216, 26]
- divider: [437, 931, 673, 932]
- subheadline: [1275, 1086, 1547, 1105]
- divider: [437, 1036, 673, 1037]
- article-body: [21, 890, 418, 973]
- subheading: ΣΥΓΚΡΟΥΣΕΙΣ ΔΙΑΜΑΡΤΥΡΙΑΣ ΣΥΝΤΑΞΙΟΥΧΩΝ ΤΟΥ ΙΚΑ: [1423, 755, 1541, 806]
- article-text: Ὁ Λεωνίδας Ἰασωνίδης ὑπῆρξε μία ἀπὸ τὰς ἐξεχούσας μορφὰς τοῦ Ποντιακοῦ Ἑλληνισμοῦ. Ἀγωνιστὴς ἀκούραστος, διετέλεσε βουλευτὴς καὶ ὑπουργὸς καὶ ἀφιέρωσε τὴν ζωήν του εἰς τὴν ὑπηρεσίαν τῆς Πατρίδος. Ἡ μνήμη του παραμένει ζωντανὴ εἰς τὴν Θεσσαλονίκην, τὴν ὁποίαν ὑπηρέτησε μὲ αὐταπάρνησιν. Σήμερον ἡ πόλις τιμᾷ τὸν μεγάλον τέκνον της.: [21, 1356, 418, 1438]
- divider: [1054, 850, 1256, 851]
- headline: ΕΓΙΝΑΝ ΠΛΟΥΣΙΟΙ: [504, 433, 607, 446]
- headline: Η ΚΙΝΗΣΙΣ ΤΟΥ ΣΤΑΘΜΟΥ ΠΡΩΤΩΝ ΒΟΗΘΕΙΩΝ ΚΑΤΑ ΤΟΝ ΙΟΥΛΙΟΝ: [455, 1155, 656, 1181]
- divider: [21, 751, 418, 752]
- article-body: [21, 1357, 418, 1439]
- subheadline-text: τὸν προσεχῆ μῆνα μεταξὺ: [1322, 1086, 1500, 1105]
- article-text: ΑΘΗΝΑΙ, 6. — Ὁ Σταθμὸς Πρώτων Βοηθειῶν παρέσχε κατὰ τὸν μῆνα Ἰούλιον βοηθείας εἰς 2.082 περιπτώσεις ἀτυχημάτων καὶ αἰφνιδίων ἀσθενειῶν.: [437, 1185, 673, 1238]
- byline: Τοῦ κ. Α. ΚΑΝΤΑΡΤΖΗ, δημ. συμβούλου: [86, 1338, 353, 1354]
- headline: ΣΥΝΟΜΙΛΙΑΙ ΚΑΙ ΜΕ ΤΟΝ κ. ΜΑΚ ΜΙΛΛΑΝ: [1287, 221, 1536, 255]
- article-body: [1275, 259, 1547, 399]
